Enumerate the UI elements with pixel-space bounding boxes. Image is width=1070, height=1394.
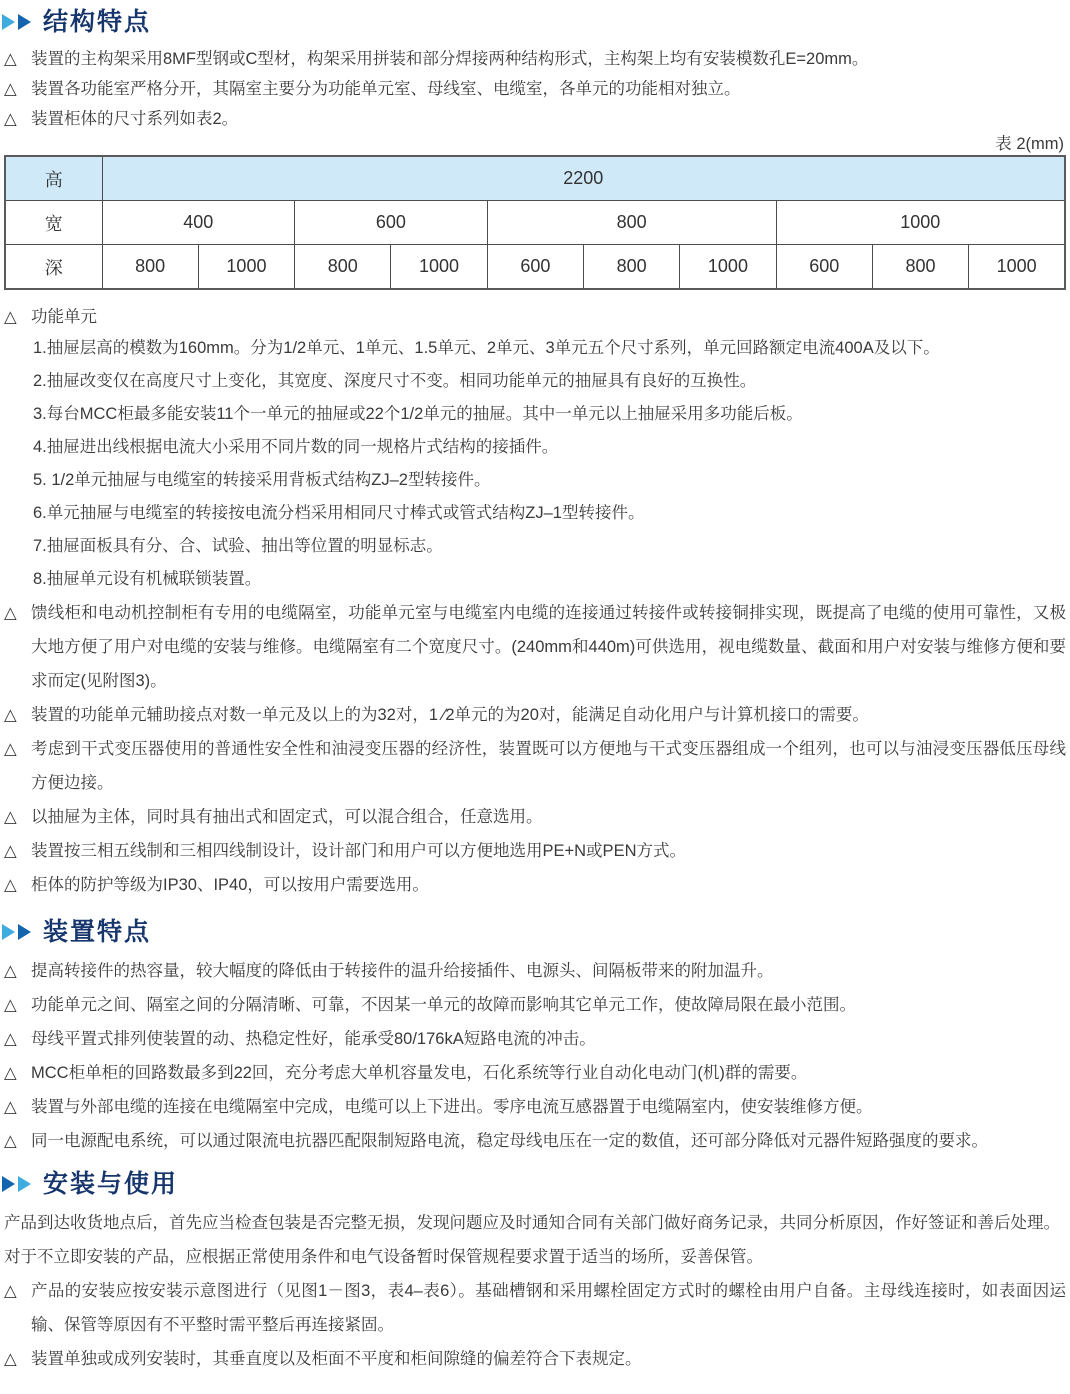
depth-cell: 600 [776,245,872,290]
paragraph: 对于不立即安装的产品，应根据正常使用条件和电气设备暂时保管规程要求置于适当的场所，妥善保管。 [4,1248,763,1266]
width-cell: 400 [102,201,295,245]
bullet-text: 同一电源配电系统，可以通过限流电抗器匹配限制短路电流，稳定母线电压在一定的数值，还可部分降低对元器件短路强度的要求。 [31,1132,988,1150]
bullet-text: 产品的安装应按安装示意图进行（见图1－图3，表4–表6）。基础槽钢和采用螺栓固定方式时的螺栓由用户自备。主母线连接时，如表面因运输、保管等原因有不平整时需平整后再连接紧固。 [31,1282,1066,1334]
bullet-item [4,104,1066,134]
bullet-item [4,1274,1066,1342]
triangle-bullet-icon: △ [4,740,17,758]
bullet-text: 装置与外部电缆的连接在电缆隔室中完成，电缆可以上下进出。零序电流互感器置于电缆隔室内，使安装维修方便。 [31,1098,873,1116]
width-cell: 600 [295,201,488,245]
arrow-right-icon [18,1176,31,1192]
triangle-bullet-icon: △ [4,110,17,128]
numbered-item: 4.抽屉进出线根据电流大小采用不同片数的同一规格片式结构的接插件。 [33,438,559,456]
bullet-text: 母线平置式排列使装置的动、热稳定性好，能承受80/176kA短路电流的冲击。 [31,1030,596,1048]
bullet-text: 柜体的防护等级为IP30、IP40，可以按用户需要选用。 [31,876,429,894]
row-label-height: 高 [5,156,102,201]
arrow-right-icon [2,14,15,30]
numbered-item: 8.抽屉单元设有机械联锁装置。 [33,570,262,588]
bullet-text: 装置单独或成列安装时，其垂直度以及柜面不平度和柜间隙缝的偏差符合下表规定。 [31,1350,642,1368]
table-row-width [5,201,1065,245]
row-label-width: 宽 [5,201,102,245]
depth-cell: 1000 [969,245,1065,290]
triangle-bullet-icon: △ [4,80,17,98]
triangle-bullet-icon: △ [4,876,17,894]
depth-cell: 800 [102,245,198,290]
bullet-text: 以抽屉为主体，同时具有抽出式和固定式，可以混合组合，任意选用。 [31,808,543,826]
depth-cell: 800 [583,245,679,290]
triangle-bullet-icon: △ [4,1030,17,1048]
bullet-item [4,834,1066,868]
numbered-item: 2.抽屉改变仅在高度尺寸上变化，其宽度、深度尺寸不变。相同功能单元的抽屉具有良好的互换性。 [33,372,757,390]
dimension-table [4,155,1066,290]
depth-cell: 600 [487,245,583,290]
bullet-item [4,1124,1066,1158]
bullet-text: 功能单元 [31,308,97,326]
table-row-height [5,156,1065,201]
bullet-text: 装置的功能单元辅助接点对数一单元及以上的为32对，1 ⁄2单元的为20对，能满足自动化用户与计算机接口的需要。 [31,706,869,724]
triangle-bullet-icon: △ [4,1098,17,1116]
numbered-item: 3.每台MCC柜最多能安装11个一单元的抽屉或22个1/2单元的抽屉。其中一单元以上抽屉采用多功能后板。 [33,405,803,423]
arrow-right-icon [18,924,31,940]
bullet-item [4,988,1066,1022]
triangle-bullet-icon: △ [4,996,17,1014]
paragraph: 产品到达收货地点后，首先应当检查包装是否完整无损，发现问题应及时通知合同有关部门做好商务记录，共同分析原因，作好签证和善后处理。 [4,1214,1060,1232]
bullet-text: 装置按三相五线制和三相四线制设计，设计部门和用户可以方便地选用PE+N或PEN方式。 [31,842,686,860]
bullet-item [4,868,1066,902]
arrow-right-icon [2,1176,15,1192]
bullet-text: 装置柜体的尺寸系列如表2。 [31,110,239,128]
triangle-bullet-icon: △ [4,808,17,826]
depth-cell: 800 [872,245,968,290]
bullet-text: 装置各功能室严格分开，其隔室主要分为功能单元室、母线室、电缆室，各单元的功能相对独立。 [31,80,741,98]
width-cell: 800 [487,201,776,245]
section-title-install: 安装与使用 [43,1170,179,1198]
bullet-item [4,1056,1066,1090]
triangle-bullet-icon: △ [4,962,17,980]
bullet-text: 馈线柜和电动机控制柜有专用的电缆隔室，功能单元室与电缆室内电缆的连接通过转接件或转接铜排实现，既提高了电缆的使用可靠性，又极大地方便了用户对电缆的安装与维修。电缆隔室有二个宽度尺寸。(240mm和440m)可供选用，视电缆数量、截面和用户对安装与维修方便和要求而定(见附图3)。 [31,604,1066,690]
bullet-text: 装置的主构架采用8MF型钢或C型材，构架采用拼装和部分焊接两种结构形式，主构架上均有安装模数孔E=20mm。 [31,50,869,68]
bullet-item [4,732,1066,800]
triangle-bullet-icon: △ [4,604,17,622]
bullet-item [4,596,1066,698]
triangle-bullet-icon: △ [4,308,17,326]
section-header-install [4,1168,1066,1200]
arrow-right-icon [18,14,31,30]
arrow-right-icon [2,924,15,940]
table-row-depth [5,245,1065,290]
depth-cell: 1000 [680,245,776,290]
bullet-item [4,44,1066,74]
triangle-bullet-icon: △ [4,1132,17,1150]
bullet-text: MCC柜单柜的回路数最多到22回，充分考虑大单机容量发电，石化系统等行业自动化电动门(机)群的需要。 [31,1064,808,1082]
triangle-bullet-icon: △ [4,1282,17,1300]
bullet-text: 考虑到干式变压器使用的普通性安全性和油浸变压器的经济性，装置既可以方便地与干式变压器组成一个组列，也可以与油浸变压器低压母线方便边接。 [31,740,1066,792]
triangle-bullet-icon: △ [4,706,17,724]
width-cell: 1000 [776,201,1065,245]
bullet-item [4,1342,1066,1376]
numbered-item: 7.抽屉面板具有分、合、试验、抽出等位置的明显标志。 [33,537,443,555]
section-title-structure: 结构特点 [43,8,152,36]
section-header-structure [4,6,1066,38]
bullet-text: 功能单元之间、隔室之间的分隔清晰、可靠，不因某一单元的故障而影响其它单元工作，使故障局限在最小范围。 [31,996,856,1014]
numbered-item: 1.抽屉层高的模数为160mm。分为1/2单元、1单元、1.5单元、2单元、3单元五个尺寸系列，单元回路额定电流400A及以下。 [33,339,940,357]
bullet-text: 提高转接件的热容量，较大幅度的降低由于转接件的温升给接插件、电源头、间隔板带来的附加温升。 [31,962,774,980]
depth-cell: 1000 [391,245,487,290]
bullet-item [4,74,1066,104]
triangle-bullet-icon: △ [4,1350,17,1368]
depth-cell: 1000 [198,245,294,290]
depth-cell: 800 [295,245,391,290]
numbered-item: 6.单元抽屉与电缆室的转接按电流分档采用相同尺寸棒式或管式结构ZJ–1型转接件。 [33,504,645,522]
triangle-bullet-icon: △ [4,1064,17,1082]
table-caption: 表 2(mm) [995,135,1064,153]
numbered-item: 5. 1/2单元抽屉与电缆室的转接采用背板式结构ZJ–2型转接件。 [33,471,491,489]
bullet-item [4,1090,1066,1124]
row-label-depth: 深 [5,245,102,290]
section-header-device [4,916,1066,948]
bullet-item [4,698,1066,732]
triangle-bullet-icon: △ [4,50,17,68]
bullet-item-functional-unit [4,302,1066,332]
height-cell: 2200 [102,156,1065,201]
bullet-item [4,800,1066,834]
section-title-device: 装置特点 [43,918,152,946]
bullet-item [4,954,1066,988]
triangle-bullet-icon: △ [4,842,17,860]
bullet-item [4,1022,1066,1056]
